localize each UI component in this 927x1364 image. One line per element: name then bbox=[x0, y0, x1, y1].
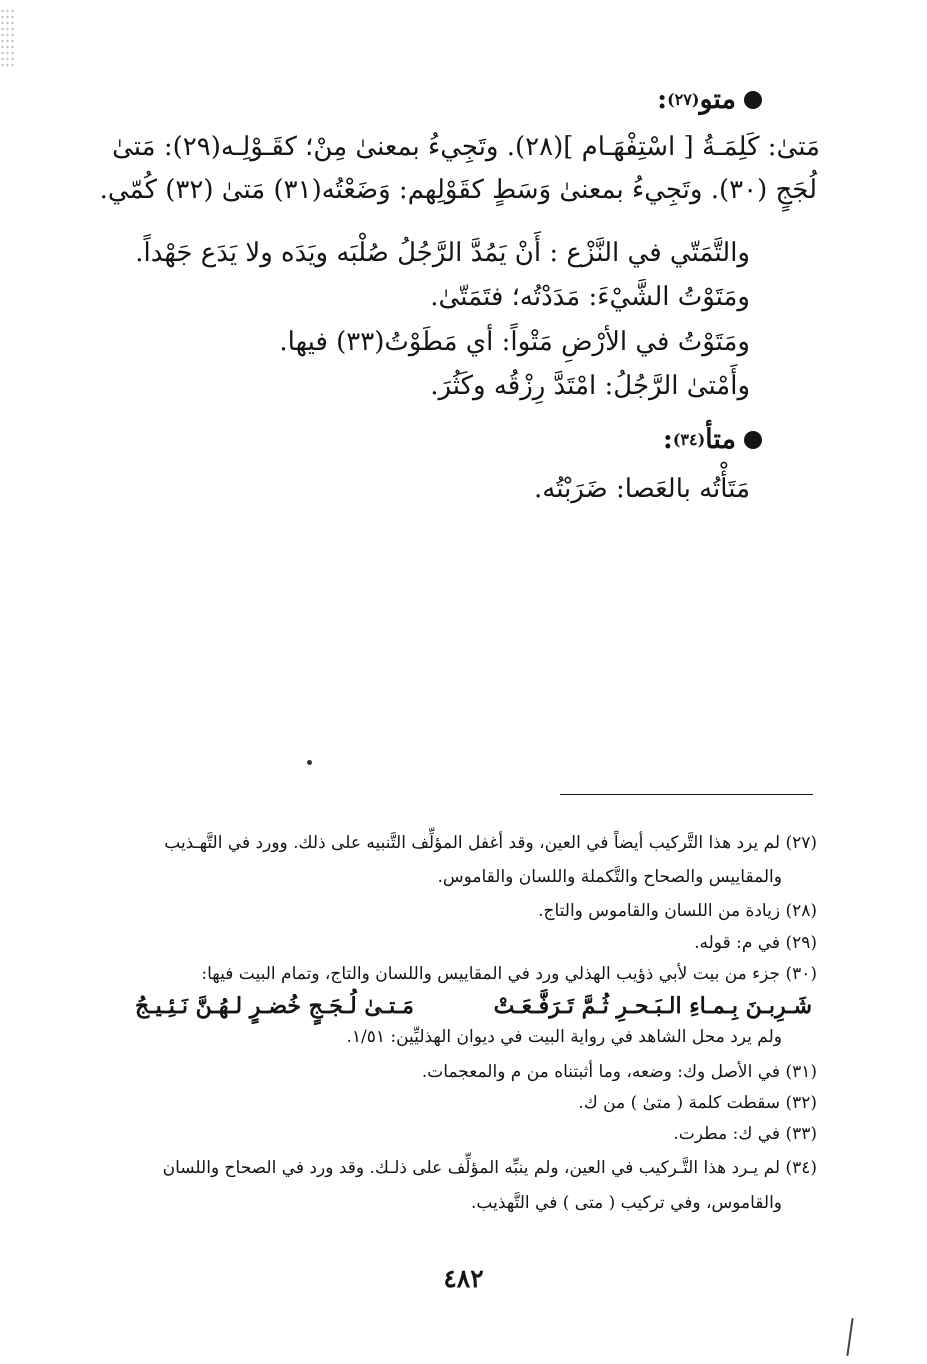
entry-heading-mta: متأ (٣٤) : bbox=[663, 424, 762, 455]
entry-line: لُجَجٍ (٣٠). وتَجِيءُ بمعنىٰ وَسَطٍ كقَوْلِهم: وَضَعْتُه(٣١) مَتىٰ (٣٢) كُمّي. bbox=[99, 175, 817, 205]
footnote-line: (٢٧) لم يرد هذا التَّركيب أيضاً في العين، وقد أغفل المؤلِّف التَّنبيه على ذلك. وورد في التَّهـذيب bbox=[164, 833, 817, 853]
entry-line: مَتىٰ: كَلِمَـةُ [ اسْتِفْهَـام ](٢٨). وتَجِيءُ بمعنىٰ مِنْ؛ كقَـوْلِـه(٢٩): مَتىٰ bbox=[112, 132, 820, 162]
entry-line: والتَّمَتّي في النَّزْع : أَنْ يَمُدَّ الرَّجُلُ صُلْبَه ويَدَه ولا يَدَع جَهْداً. bbox=[135, 238, 750, 268]
entry-line: وأَمْتىٰ الرَّجُلُ: امْتَدَّ رِزْقُه وكَثُرَ. bbox=[430, 371, 750, 401]
footnote-line: (٣٣) في ك: مطرت. bbox=[673, 1124, 817, 1144]
verse-hemistich-second: مَـتـىٰ لُـجَـجٍ خُضـرٍ لـهُـنَّ نَـئِـيـجُ bbox=[135, 993, 414, 1019]
entry-heading-mtw: متو (٢٧) : bbox=[657, 84, 762, 115]
footnote-line: (٢٩) في م: قوله. bbox=[694, 933, 817, 953]
entry-headword: متو bbox=[699, 84, 736, 115]
footnote-ref: (٣٤) bbox=[672, 430, 706, 449]
entry-line: مَتَأْتُه بالعَصا: ضَرَبْتُه. bbox=[534, 474, 750, 504]
footnote-line: (٢٨) زيادة من اللسان والقاموس والتاج. bbox=[538, 901, 817, 921]
footnote-line: (٣٤) لم يـرد هذا التَّـركيب في العين، ولم ينبِّه المؤلِّف على ذلـك. وقد ورد في الصحاح واللسان bbox=[162, 1158, 817, 1178]
footnote-line: والمقاييس والصحاح والتَّكملة واللسان والقاموس. bbox=[437, 867, 782, 887]
entry-line: ومَتَوْتُ في الأرْضِ مَتْواً: أي مَطَوْتُ(٣٣) فيها. bbox=[279, 327, 750, 357]
scan-noise bbox=[0, 8, 16, 68]
footnote-line: والقاموس، وفي تركيب ( متى ) في التَّهذيب. bbox=[471, 1193, 782, 1213]
margin-mark bbox=[846, 1318, 853, 1356]
footnote-line: (٣٢) سقطت كلمة ( متىٰ ) من ك. bbox=[578, 1093, 817, 1113]
footnote-line: ولم يرد محل الشاهد في رواية البيت في ديوان الهذليِّين: ١/٥١. bbox=[346, 1027, 782, 1047]
footnote-line: (٣١) في الأصل وك: وضعه، وما أثبتناه من م والمعجمات. bbox=[421, 1062, 817, 1082]
entry-headword: متأ bbox=[705, 424, 736, 455]
bullet-icon bbox=[744, 431, 762, 449]
verse-hemistich-first: شَـرِبـنَ بِـمـاءِ الـبَـحـرِ ثُـمَّ تَـرَفَّـعَـتْ bbox=[493, 993, 812, 1019]
footnote-separator bbox=[560, 794, 813, 795]
footnote-ref: (٢٧) bbox=[667, 90, 700, 109]
entry-line: ومَتَوْتُ الشَّيْءَ: مَدَدْتُه؛ فتَمَتّىٰ. bbox=[430, 282, 750, 312]
footnote-line: (٣٠) جزء من بيت لأبي ذؤيب الهذلي ورد في المقاييس واللسان والتاج، وتمام البيت فيها: bbox=[201, 964, 817, 984]
page-number: ٤٨٢ bbox=[443, 1264, 484, 1293]
bullet-icon bbox=[744, 91, 762, 109]
scan-speck bbox=[307, 760, 312, 765]
